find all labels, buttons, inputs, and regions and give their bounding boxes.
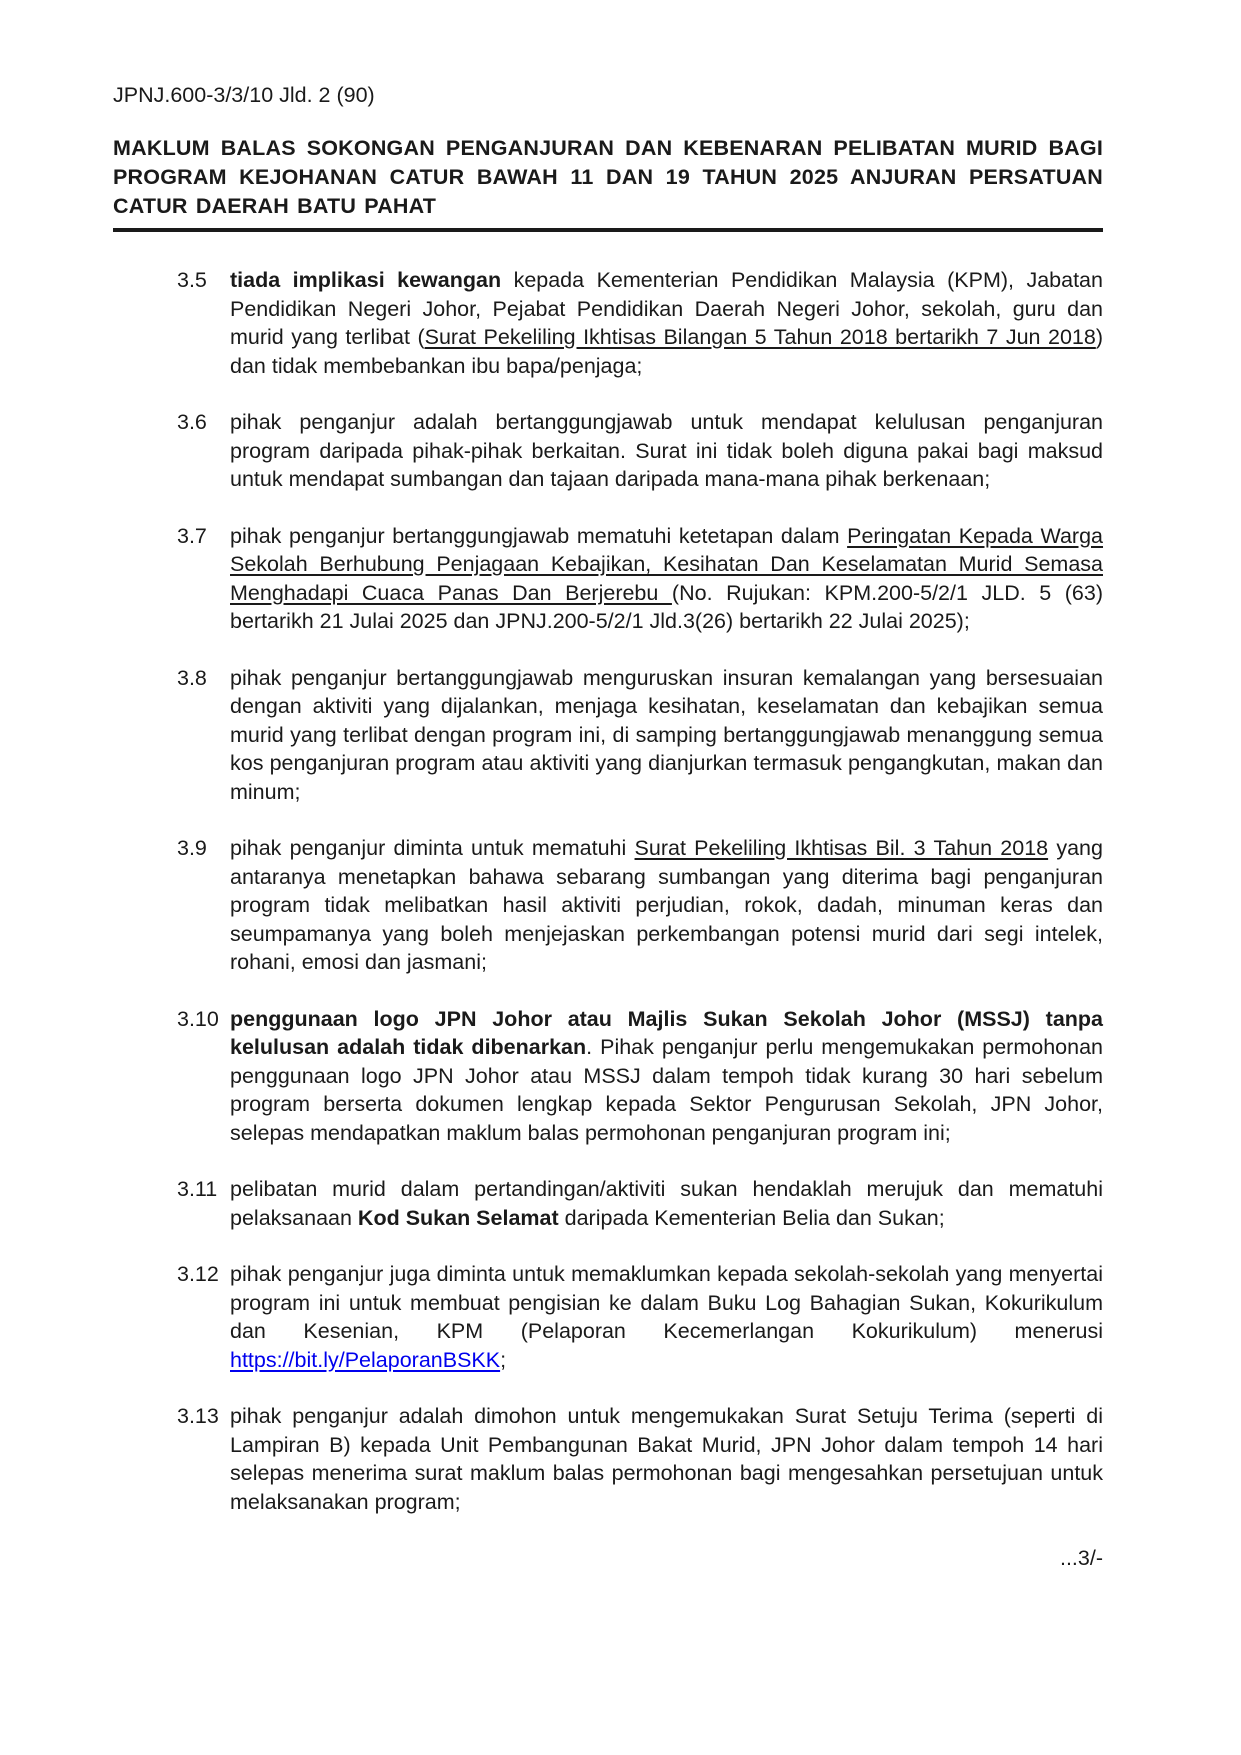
clause-3.10	[113, 1005, 1103, 1148]
clause-3.8	[113, 664, 1103, 807]
clause-number: 3.8	[177, 665, 207, 690]
clause-number: 3.6	[177, 410, 207, 434]
body-text: daripada Kementerian Belia dan Sukan;	[558, 1205, 945, 1230]
body-text: pihak penganjur bertanggungjawab mematuhi ketetapan dalam	[230, 523, 848, 548]
clause-number: 3.13	[177, 1404, 219, 1428]
clause-3.5	[113, 266, 1103, 380]
clause-text	[230, 1260, 1103, 1374]
referenced-document-text: Peringatan Kepada Warga Sekolah Berhubung Penjagaan Kebajikan, Kesihatan Dan Keselamatan Murid Semasa Menghadapi Cuaca Panas Dan Berjerebu	[230, 523, 1104, 605]
clause-3.12	[113, 1260, 1103, 1374]
body-text: (No. Rujukan: KPM.200-5/2/1 JLD. 5 (63) bertarikh 21 Julai 2025 dan JPNJ.200-5/2/1 Jld.3(26) bertarikh 22 Julai 2025);	[230, 580, 1103, 633]
emphasized-text: Kod Sukan Selamat	[357, 1205, 559, 1230]
page-continuation-mark: ...3/-	[1059, 1546, 1103, 1570]
clauses-list	[113, 266, 1103, 1516]
clause-text	[230, 834, 1103, 977]
clause-text	[230, 1402, 1103, 1516]
body-text: pihak penganjur bertanggungjawab menguruskan insuran kemalangan yang bersesuaian dengan aktiviti yang dijalankan, menjaga kesihatan, keselamatan dan kebajikan semua murid yang terlibat dengan program ini, di samping bertanggungjawab menanggung semua kos penganjuran program atau aktiviti yang dianjurkan termasuk pengangkutan, makan dan minum;	[230, 665, 1103, 804]
clause-text	[230, 408, 1103, 494]
emphasized-text: penggunaan logo JPN Johor atau Majlis Sukan Sekolah Johor (MSSJ) tanpa kelulusan adalah tidak dibenarkan	[230, 1006, 1103, 1059]
clause-number: 3.12	[177, 1262, 219, 1286]
body-text: ;	[500, 1347, 507, 1372]
reference-number: JPNJ.600-3/3/10 Jld. 2 (90)	[113, 83, 375, 107]
document-title: MAKLUM BALAS SOKONGAN PENGANJURAN DAN KEBENARAN PELIBATAN MURID BAGI PROGRAM KEJOHANAN CATUR BAWAH 11 DAN 19 TAHUN 2025 ANJURAN PERSATUAN CATUR DAERAH BATU PAHAT	[113, 134, 1103, 232]
clause-text	[230, 266, 1103, 380]
body-text: pihak penganjur adalah bertanggungjawab untuk mendapat kelulusan penganjuran program daripada pihak-pihak berkaitan. Surat ini tidak boleh diguna pakai bagi maksud untuk mendapat sumbangan dan tajaan daripada mana-mana pihak berkenaan;	[230, 410, 1103, 491]
clause-text	[230, 1005, 1103, 1148]
body-text: . Pihak penganjur perlu mengemukakan permohonan penggunaan logo JPN Johor atau MSSJ dalam tempoh tidak kurang 30 hari sebelum program berserta dokumen lengkap kepada Sektor Pengurusan Sekolah, JPN Johor, selepas mendapatkan maklum balas permohonan penganjuran program ini;	[230, 1035, 1103, 1145]
clause-number: 3.10	[177, 1006, 219, 1031]
body-text: pihak penganjur diminta untuk mematuhi	[230, 836, 635, 860]
referenced-document-text: Surat Pekeliling Ikhtisas Bilangan 5 Tahun 2018 bertarikh 7 Jun 2018	[424, 325, 1096, 349]
clause-3.11	[113, 1175, 1103, 1232]
clause-3.6	[113, 408, 1103, 494]
body-text: ) dan tidak membebankan ibu bapa/penjaga;	[230, 325, 1103, 378]
body-text: pelibatan murid dalam pertandingan/aktiviti sukan hendaklah merujuk dan mematuhi pelaksanaan	[230, 1177, 1103, 1230]
clause-3.9	[113, 834, 1103, 977]
body-text: pihak penganjur adalah dimohon untuk mengemukakan Surat Setuju Terima (seperti di Lampiran B) kepada Unit Pembangunan Bakat Murid, JPN Johor dalam tempoh 14 hari selepas menerima surat maklum balas permohonan bagi mengesahkan persetujuan untuk melaksanakan program;	[230, 1404, 1103, 1514]
clause-3.7	[113, 522, 1103, 636]
emphasized-text: tiada implikasi kewangan	[230, 268, 502, 292]
clause-text	[230, 1175, 1103, 1232]
clause-number: 3.9	[177, 836, 207, 860]
body-text: yang antaranya menetapkan bahawa sebarang sumbangan yang diterima bagi penganjuran program tidak melibatkan hasil aktiviti perjudian, rokok, dadah, minuman keras dan seumpamanya yang boleh menjejaskan perkembangan potensi murid dari segi intelek, rohani, emosi dan jasmani;	[230, 836, 1103, 974]
body-text: kepada Kementerian Pendidikan Malaysia (KPM), Jabatan Pendidikan Negeri Johor, Pejabat Pendidikan Daerah Negeri Johor, sekolah, guru dan murid yang terlibat (	[230, 268, 1103, 349]
body-text: pihak penganjur juga diminta untuk memaklumkan kepada sekolah-sekolah yang menyertai program ini untuk membuat pengisian ke dalam Buku Log Bahagian Sukan, Kokurikulum dan Kesenian, KPM (Pelaporan Kecemerlangan Kokurikulum) menerusi	[230, 1262, 1103, 1343]
clause-text	[230, 522, 1103, 636]
clause-number: 3.5	[177, 268, 207, 292]
clause-text	[230, 664, 1103, 807]
hyperlink[interactable]: https://bit.ly/PelaporanBSKK	[230, 1347, 501, 1372]
referenced-document-text: Surat Pekeliling Ikhtisas Bil. 3 Tahun 2018	[634, 836, 1049, 860]
clause-number: 3.11	[177, 1177, 218, 1201]
clause-3.13	[113, 1402, 1103, 1516]
clause-number: 3.7	[177, 523, 207, 548]
